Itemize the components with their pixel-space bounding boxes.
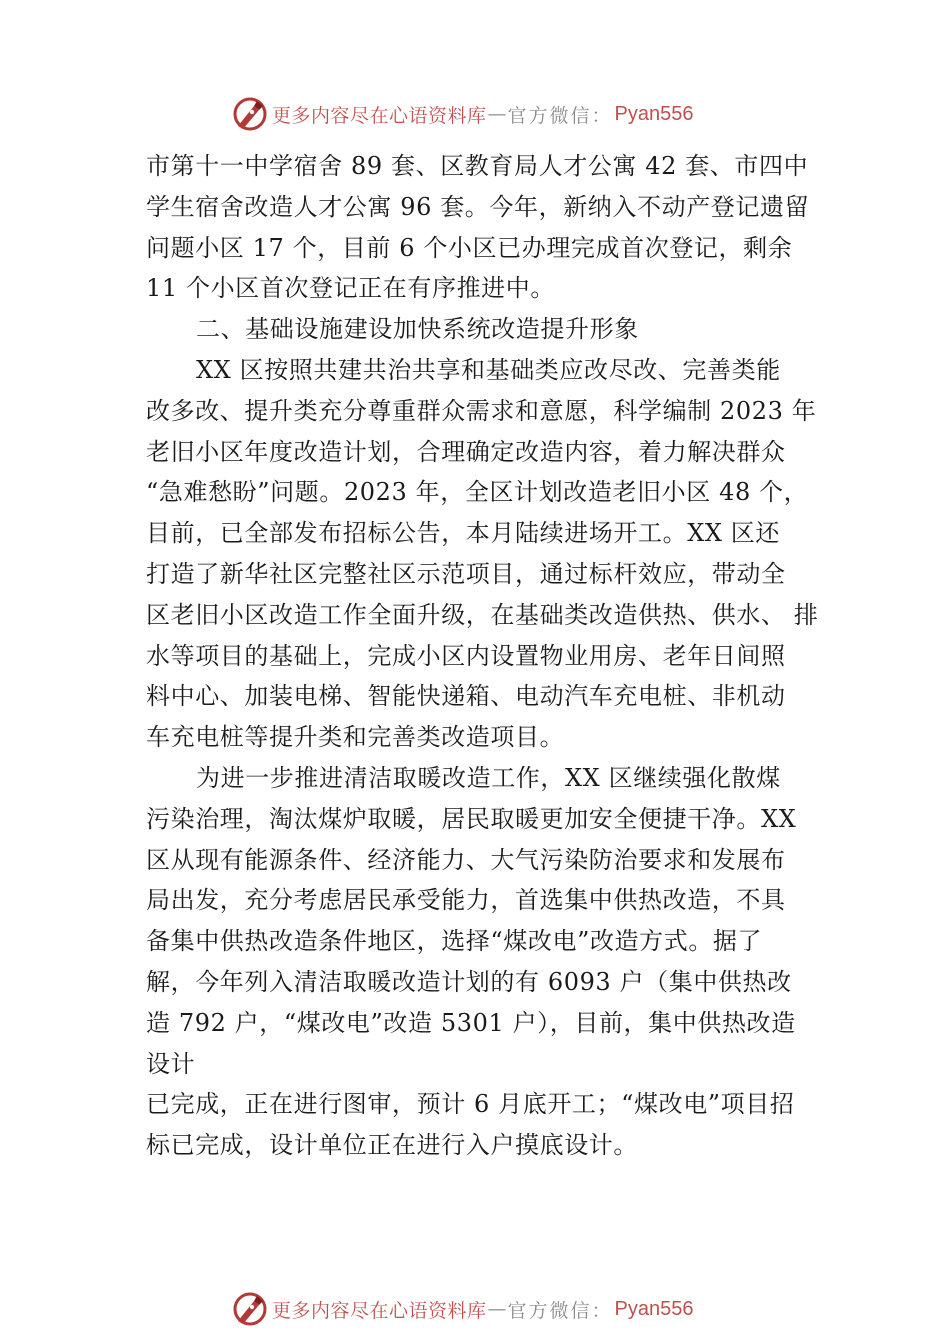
watermark-dash: — xyxy=(487,1298,507,1320)
text-line: 11 个小区首次登记正在有序推进中。 xyxy=(146,274,555,303)
watermark-wechat-id: Pyan556 xyxy=(614,102,694,125)
text-line: XX 区按照共建共治共享和基础类应改尽改、完善类能 xyxy=(196,355,781,384)
text-line: 已完成，正在进行图审，预计 6 月底开工；“煤改电”项目招 xyxy=(146,1090,795,1119)
text-line: 区从现有能源条件、经济能力、大气污染防治要求和发展布 xyxy=(146,845,786,874)
header-watermark xyxy=(232,96,694,132)
watermark-label: 官方微信： xyxy=(507,104,613,127)
text-line: 市第十一中学宿舍 89 套、区教育局人才公寓 42 套、市四中 xyxy=(146,152,809,180)
watermark-wechat-id: Pyan556 xyxy=(614,1297,694,1320)
text-line: 备集中供热改造条件地区，选择“煤改电”改造方式。据了 xyxy=(146,927,763,956)
text-line: 污染治理，淘汰煤炉取暖，居民取暖更加安全便捷干净。XX xyxy=(146,804,797,833)
pen-nib-seal-icon xyxy=(232,1291,268,1327)
text-line: 车充电桩等提升类和完善类改造项目。 xyxy=(146,723,565,752)
text-line: 解，今年列入清洁取暖改造计划的有 6093 户（集中供热改 xyxy=(146,967,792,996)
text-line: 水等项目的基础上，完成小区内设置物业用房、老年日间照 xyxy=(146,641,786,670)
text-line: 局出发，充分考虑居民承受能力，首选集中供热改造，不具 xyxy=(146,886,786,915)
watermark-dash: — xyxy=(487,103,507,125)
text-line: 为进一步推进清洁取暖改造工作，XX 区继续强化散煤 xyxy=(196,763,781,792)
footer-watermark xyxy=(232,1291,694,1327)
text-line: 问题小区 17 个，目前 6 个小区已办理完成首次登记，剩余 xyxy=(146,233,793,262)
text-line: 改多改、提升类充分尊重群众需求和意愿，科学编制 2023 年 xyxy=(146,396,817,425)
watermark-brand: 更多内容尽在心语资料库 xyxy=(272,104,487,127)
watermark-label: 官方微信： xyxy=(507,1299,613,1322)
pen-nib-seal-icon xyxy=(232,96,268,132)
watermark-brand: 更多内容尽在心语资料库 xyxy=(272,1299,487,1322)
text-line: 目前，已全部发布招标公告，本月陆续进场开工。XX 区还 xyxy=(146,519,780,548)
text-line: 区老旧小区改造工作全面升级，在基础类改造供热、供水、 排 xyxy=(146,600,819,629)
document-body xyxy=(146,146,819,1166)
text-line: “急难愁盼”问题。2023 年，全区计划改造老旧小区 48 个， xyxy=(146,478,809,507)
section-heading: 二、基础设施建设加快系统改造提升形象 xyxy=(196,315,639,344)
text-line: 造 792 户，“煤改电”改造 5301 户），目前，集中供热改造 xyxy=(146,1008,796,1037)
text-line: 打造了新华社区完整社区示范项目，通过标杆效应，带动全 xyxy=(146,559,786,588)
text-line: 学生宿舍改造人才公寓 96 套。今年，新纳入不动产登记遗留 xyxy=(146,192,810,221)
text-line: 料中心、加装电梯、智能快递箱、电动汽车充电桩、非机动 xyxy=(146,682,786,711)
text-line: 标已完成，设计单位正在进行入户摸底设计。 xyxy=(146,1131,638,1160)
text-line: 设计 xyxy=(146,1049,196,1078)
text-line: 老旧小区年度改造计划，合理确定改造内容，着力解决群众 xyxy=(146,437,786,466)
